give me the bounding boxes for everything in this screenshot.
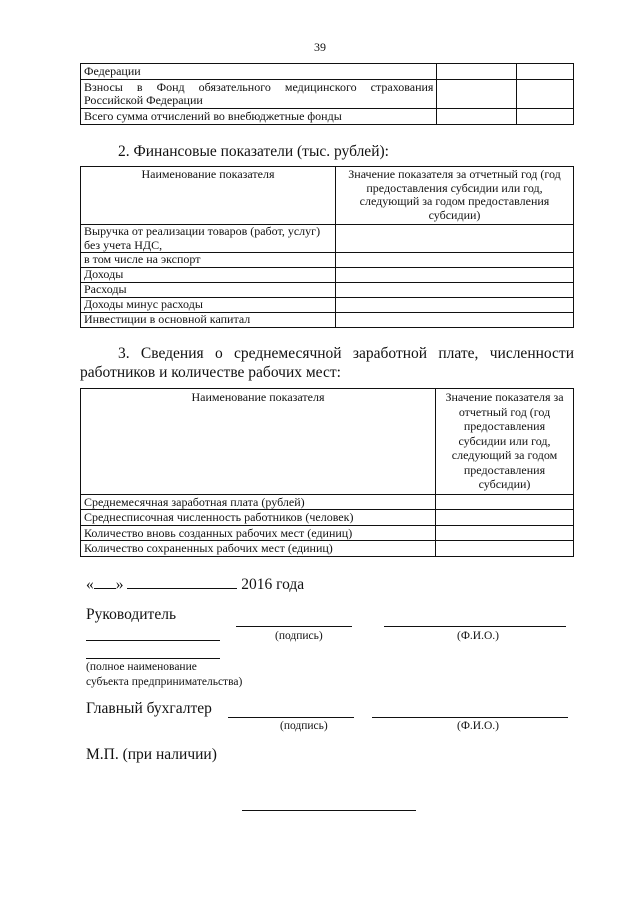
column-header-value: Значение показателя за отчетный год (год предоставления субсидии или год, следующий за годом предоставления субсидии) — [336, 167, 574, 225]
table-cell-empty[interactable] — [336, 313, 574, 328]
table-cell-empty[interactable] — [516, 80, 573, 109]
table-cell: Расходы — [81, 283, 336, 298]
table-row — [81, 525, 574, 541]
table-cell-empty[interactable] — [336, 298, 574, 313]
head-label: Руководитель — [86, 606, 177, 623]
table-row — [81, 541, 574, 557]
date-year: 2016 года — [241, 576, 305, 593]
table-cell-empty[interactable] — [437, 64, 516, 80]
table-cell-empty[interactable] — [336, 253, 574, 268]
table-cell: Всего сумма отчислений во внебюджетные фонды — [81, 109, 437, 125]
table-row — [81, 253, 574, 268]
accountant-label: Главный бухгалтер — [86, 700, 212, 717]
table-cell-empty[interactable] — [516, 64, 573, 80]
table-cell-empty[interactable] — [437, 109, 516, 125]
column-header-value: Значение показателя за отчетный год (год предоставления субсидии или год, следующий за годом предоставления субсидии) — [436, 389, 574, 495]
date-open-quote: « — [86, 576, 94, 593]
table-row — [81, 225, 574, 253]
table-cell-empty[interactable] — [437, 80, 516, 109]
financial-indicators-table — [80, 166, 574, 328]
table-header-row — [81, 389, 574, 495]
table-row — [81, 494, 574, 510]
head-name-line[interactable] — [384, 626, 566, 627]
table-cell: Взносы в Фонд обязательного медицинского страхования Российской Федерации — [81, 80, 437, 109]
table-row — [81, 64, 574, 80]
table-row — [81, 283, 574, 298]
month-blank[interactable] — [127, 576, 237, 589]
table-row — [81, 109, 574, 125]
table-row — [81, 298, 574, 313]
table-cell-empty[interactable] — [336, 283, 574, 298]
table-cell: Выручка от реализации товаров (работ, услуг) без учета НДС, — [81, 225, 336, 253]
date-close-quote: » — [115, 576, 124, 593]
table-cell-empty[interactable] — [436, 541, 574, 557]
accountant-name-caption: (Ф.И.О.) — [457, 720, 499, 732]
date-line — [86, 576, 304, 594]
table-row — [81, 313, 574, 328]
org-name-line[interactable] — [86, 658, 220, 659]
table-cell-empty[interactable] — [336, 268, 574, 283]
salary-employees-table — [80, 388, 574, 557]
table-cell: Среднемесячная заработная плата (рублей) — [81, 494, 436, 510]
accountant-signature-caption: (подпись) — [280, 720, 328, 732]
table-cell: в том числе на экспорт — [81, 253, 336, 268]
page-number: 39 — [314, 40, 326, 54]
head-signature-line[interactable] — [236, 626, 352, 627]
table-cell-empty[interactable] — [436, 494, 574, 510]
table-cell: Доходы — [81, 268, 336, 283]
table-row — [81, 80, 574, 109]
table-cell: Количество вновь созданных рабочих мест (единиц) — [81, 525, 436, 541]
bottom-line[interactable] — [242, 810, 416, 811]
head-signature-caption: (подпись) — [275, 630, 323, 642]
head-name-caption: (Ф.И.О.) — [457, 630, 499, 642]
table-cell: Инвестиции в основной капитал — [81, 313, 336, 328]
column-header-name: Наименование показателя — [81, 167, 336, 225]
column-header-name: Наименование показателя — [81, 389, 436, 495]
section-3-heading-line1: 3. Сведения о среднемесячной заработной плате, численности — [118, 345, 574, 362]
accountant-signature-line[interactable] — [228, 717, 354, 718]
contributions-table — [80, 63, 574, 125]
table-cell-empty[interactable] — [336, 225, 574, 253]
accountant-name-line[interactable] — [372, 717, 568, 718]
table-cell: Среднесписочная численность работников (человек) — [81, 510, 436, 526]
org-caption-line1: (полное наименование — [86, 661, 197, 673]
section-2-heading: 2. Финансовые показатели (тыс. рублей): — [118, 143, 389, 160]
table-cell-empty[interactable] — [436, 510, 574, 526]
table-cell: Федерации — [81, 64, 437, 80]
table-header-row — [81, 167, 574, 225]
section-3-heading-line2: работников и количестве рабочих мест: — [80, 364, 341, 381]
table-cell-empty[interactable] — [436, 525, 574, 541]
table-cell: Доходы минус расходы — [81, 298, 336, 313]
head-extra-line[interactable] — [86, 640, 220, 641]
table-cell-empty[interactable] — [516, 109, 573, 125]
day-blank[interactable] — [94, 576, 116, 589]
table-cell: Количество сохраненных рабочих мест (единиц) — [81, 541, 436, 557]
table-row — [81, 268, 574, 283]
seal-label: М.П. (при наличии) — [86, 746, 217, 763]
table-row — [81, 510, 574, 526]
org-caption-line2: субъекта предпринимательства) — [86, 676, 243, 688]
